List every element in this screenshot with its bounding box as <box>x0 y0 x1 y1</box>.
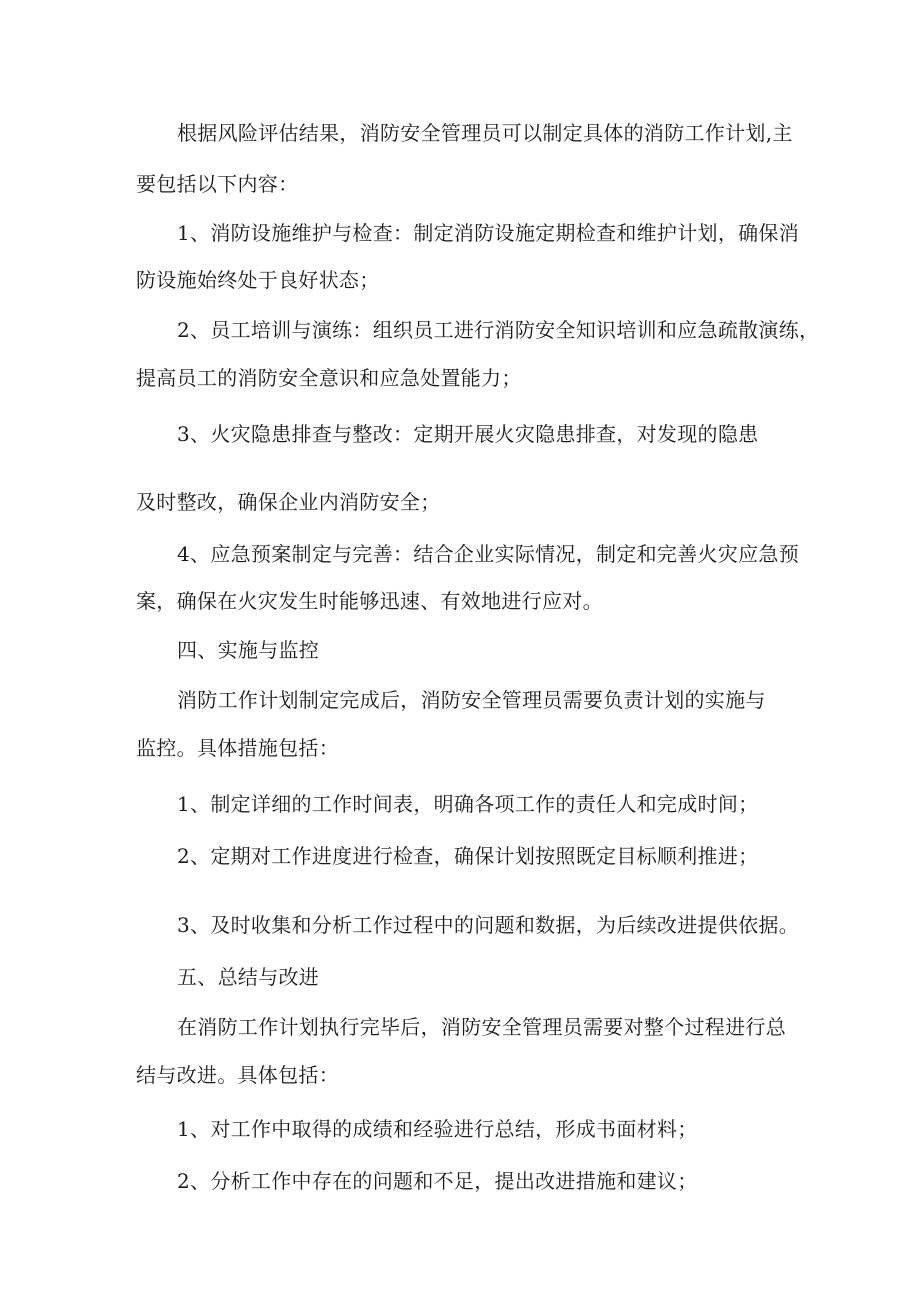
section-heading-summary: 五、总结与改进 <box>177 965 320 989</box>
paragraph-risk-line-2: 要包括以下内容： <box>136 172 299 196</box>
item-plan-line-2: 案，确保在火灾发生时能够迅速、有效地进行应对。 <box>136 589 603 613</box>
item-progress-check: 2、定期对工作进度进行检查，确保计划按照既定目标顺利推进； <box>177 844 759 868</box>
section-heading-implementation: 四、实施与监控 <box>177 638 320 662</box>
item-schedule: 1、制定详细的工作时间表，明确各项工作的责任人和完成时间； <box>177 792 759 816</box>
item-plan-line-1: 4、应急预案制定与完善：结合企业实际情况，制定和完善火灾应急预 <box>177 542 800 566</box>
item-training-line-2: 提高员工的消防安全意识和应急处置能力； <box>136 366 522 390</box>
item-hazard-line-1: 3、火灾隐患排查与整改：定期开展火灾隐患排查，对发现的隐患 <box>177 422 759 446</box>
item-training-line-1: 2、员工培训与演练：组织员工进行消防安全知识培训和应急疏散演练， <box>177 318 820 342</box>
item-experience-summary: 1、对工作中取得的成绩和经验进行总结，形成书面材料； <box>177 1117 698 1141</box>
item-data-collection: 3、及时收集和分析工作过程中的问题和数据，为后续改进提供依据。 <box>177 913 800 937</box>
item-facility-line-2: 防设施始终处于良好状态； <box>136 268 380 292</box>
paragraph-risk-line-1: 根据风险评估结果，消防安全管理员可以制定具体的消防工作计划,主 <box>177 121 793 145</box>
paragraph-summary-line-2: 结与改进。具体包括： <box>136 1063 339 1087</box>
item-problem-analysis: 2、分析工作中存在的问题和不足，提出改进措施和建议； <box>177 1169 698 1193</box>
item-hazard-line-2: 及时整改，确保企业内消防安全； <box>136 490 441 514</box>
item-facility-line-1: 1、消防设施维护与检查：制定消防设施定期检查和维护计划，确保消 <box>177 221 800 245</box>
paragraph-implementation-line-1: 消防工作计划制定完成后，消防安全管理员需要负责计划的实施与 <box>177 688 766 712</box>
paragraph-summary-line-1: 在消防工作计划执行完毕后，消防安全管理员需要对整个过程进行总 <box>177 1015 786 1039</box>
paragraph-implementation-line-2: 监控。具体措施包括： <box>136 736 339 760</box>
